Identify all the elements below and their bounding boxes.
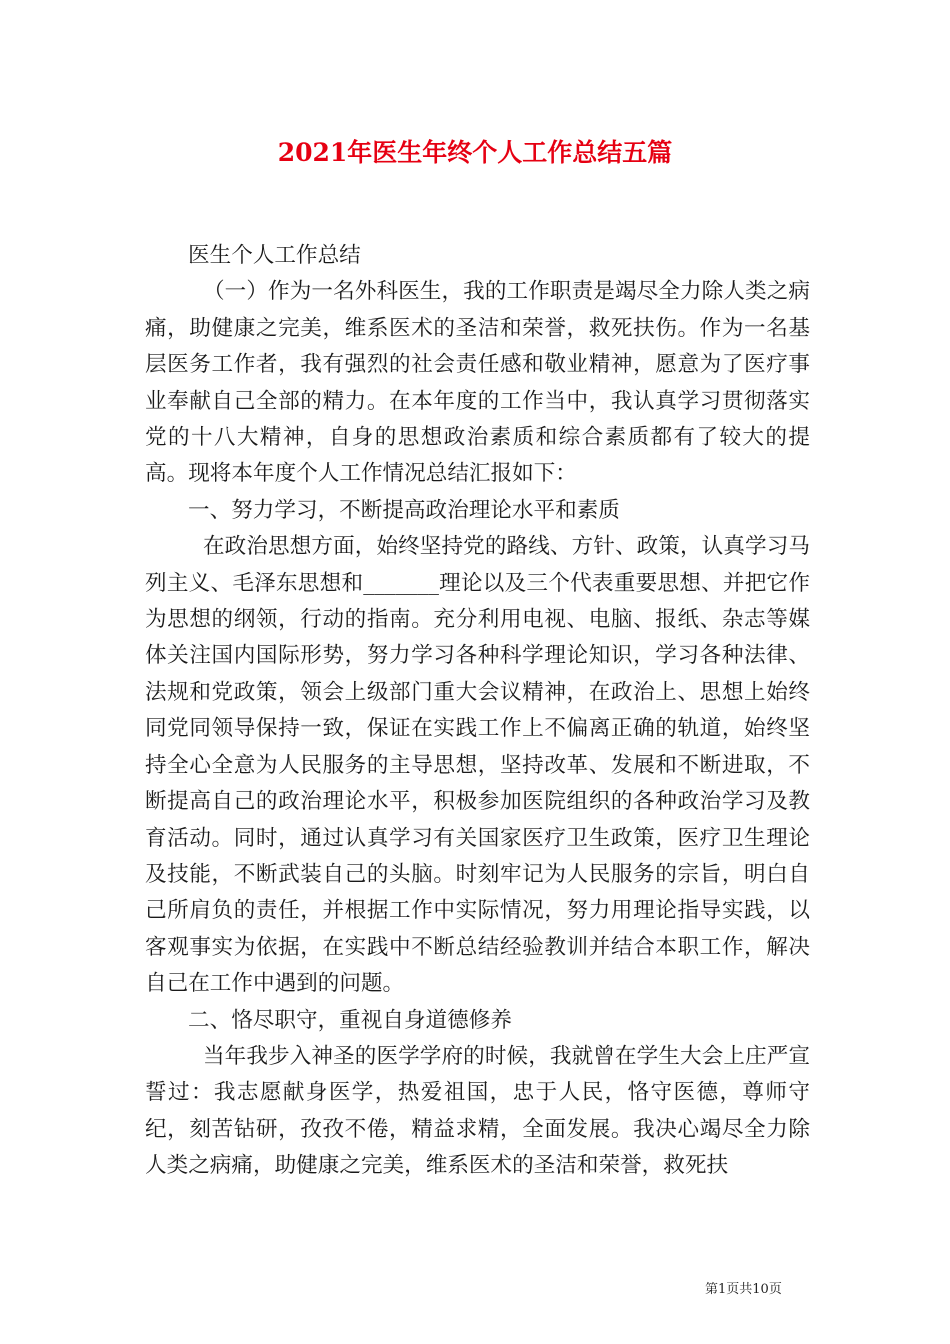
paragraph-oath: 当年我步入神圣的医学学府的时候，我就曾在学生大会上庄严宣誓过：我志愿献身医学，热爱祖国，忠于人民，恪守医德，尊师守纪，刻苦钻研，孜孜不倦，精益求精，全面发展。我决心竭尽全力除人类之病痛，助健康之完美，维系医术的圣洁和荣誉，救死扶: [145, 1043, 810, 1179]
heading-study: 一、努力学习，不断提高政治理论水平和素质: [188, 497, 620, 523]
paragraph-political: 在政治思想方面，始终坚持党的路线、方针、政策，认真学习马列主义、毛泽东思想和_______理论以及三个代表重要思想、并把它作为思想的纲领，行动的指南。充分利用电视、电脑、报纸、杂志等媒体关注国内国际形势，努力学习各种科学理论知识，学习各种法律、法规和党政策，领会上级部门重大会议精神，在政治上、思想上始终同党同领导保持一致，保证在实践工作上不偏离正确的轨道，始终坚持全心全意为人民服务的主导思想，坚持改革、发展和不断进取，不断提高自己的政治理论水平，积极参加医院组织的各种政治学习及教育活动。同时，通过认真学习有关国家医疗卫生政策，医疗卫生理论及技能，不断武装自己的头脑。时刻牢记为人民服务的宗旨，明白自己所肩负的责任，并根据工作中实际情况，努力用理论指导实践，以客观事实为依据，在实践中不断总结经验教训并结合本职工作，解决自己在工作中遇到的问题。: [145, 534, 810, 997]
heading-duty: 二、恪尽职守，重视自身道德修养: [188, 1007, 512, 1033]
paragraph-intro: （一）作为一名外科医生，我的工作职责是竭尽全力除人类之病痛，助健康之完美，维系医术的圣洁和荣誉，救死扶伤。作为一名基层医务工作者，我有强烈的社会责任感和敬业精神，愿意为了医疗事业奉献自己全部的精力。在本年度的工作当中，我认真学习贯彻落实党的十八大精神，自身的思想政治素质和综合素质都有了较大的提高。现将本年度个人工作情况总结汇报如下：: [145, 279, 810, 487]
section-heading: 医生个人工作总结: [188, 243, 361, 268]
document-title: 2021年医生年终个人工作总结五篇: [277, 138, 673, 167]
document-body: [145, 238, 810, 1185]
page-number: 第1页共10页: [705, 1282, 782, 1297]
